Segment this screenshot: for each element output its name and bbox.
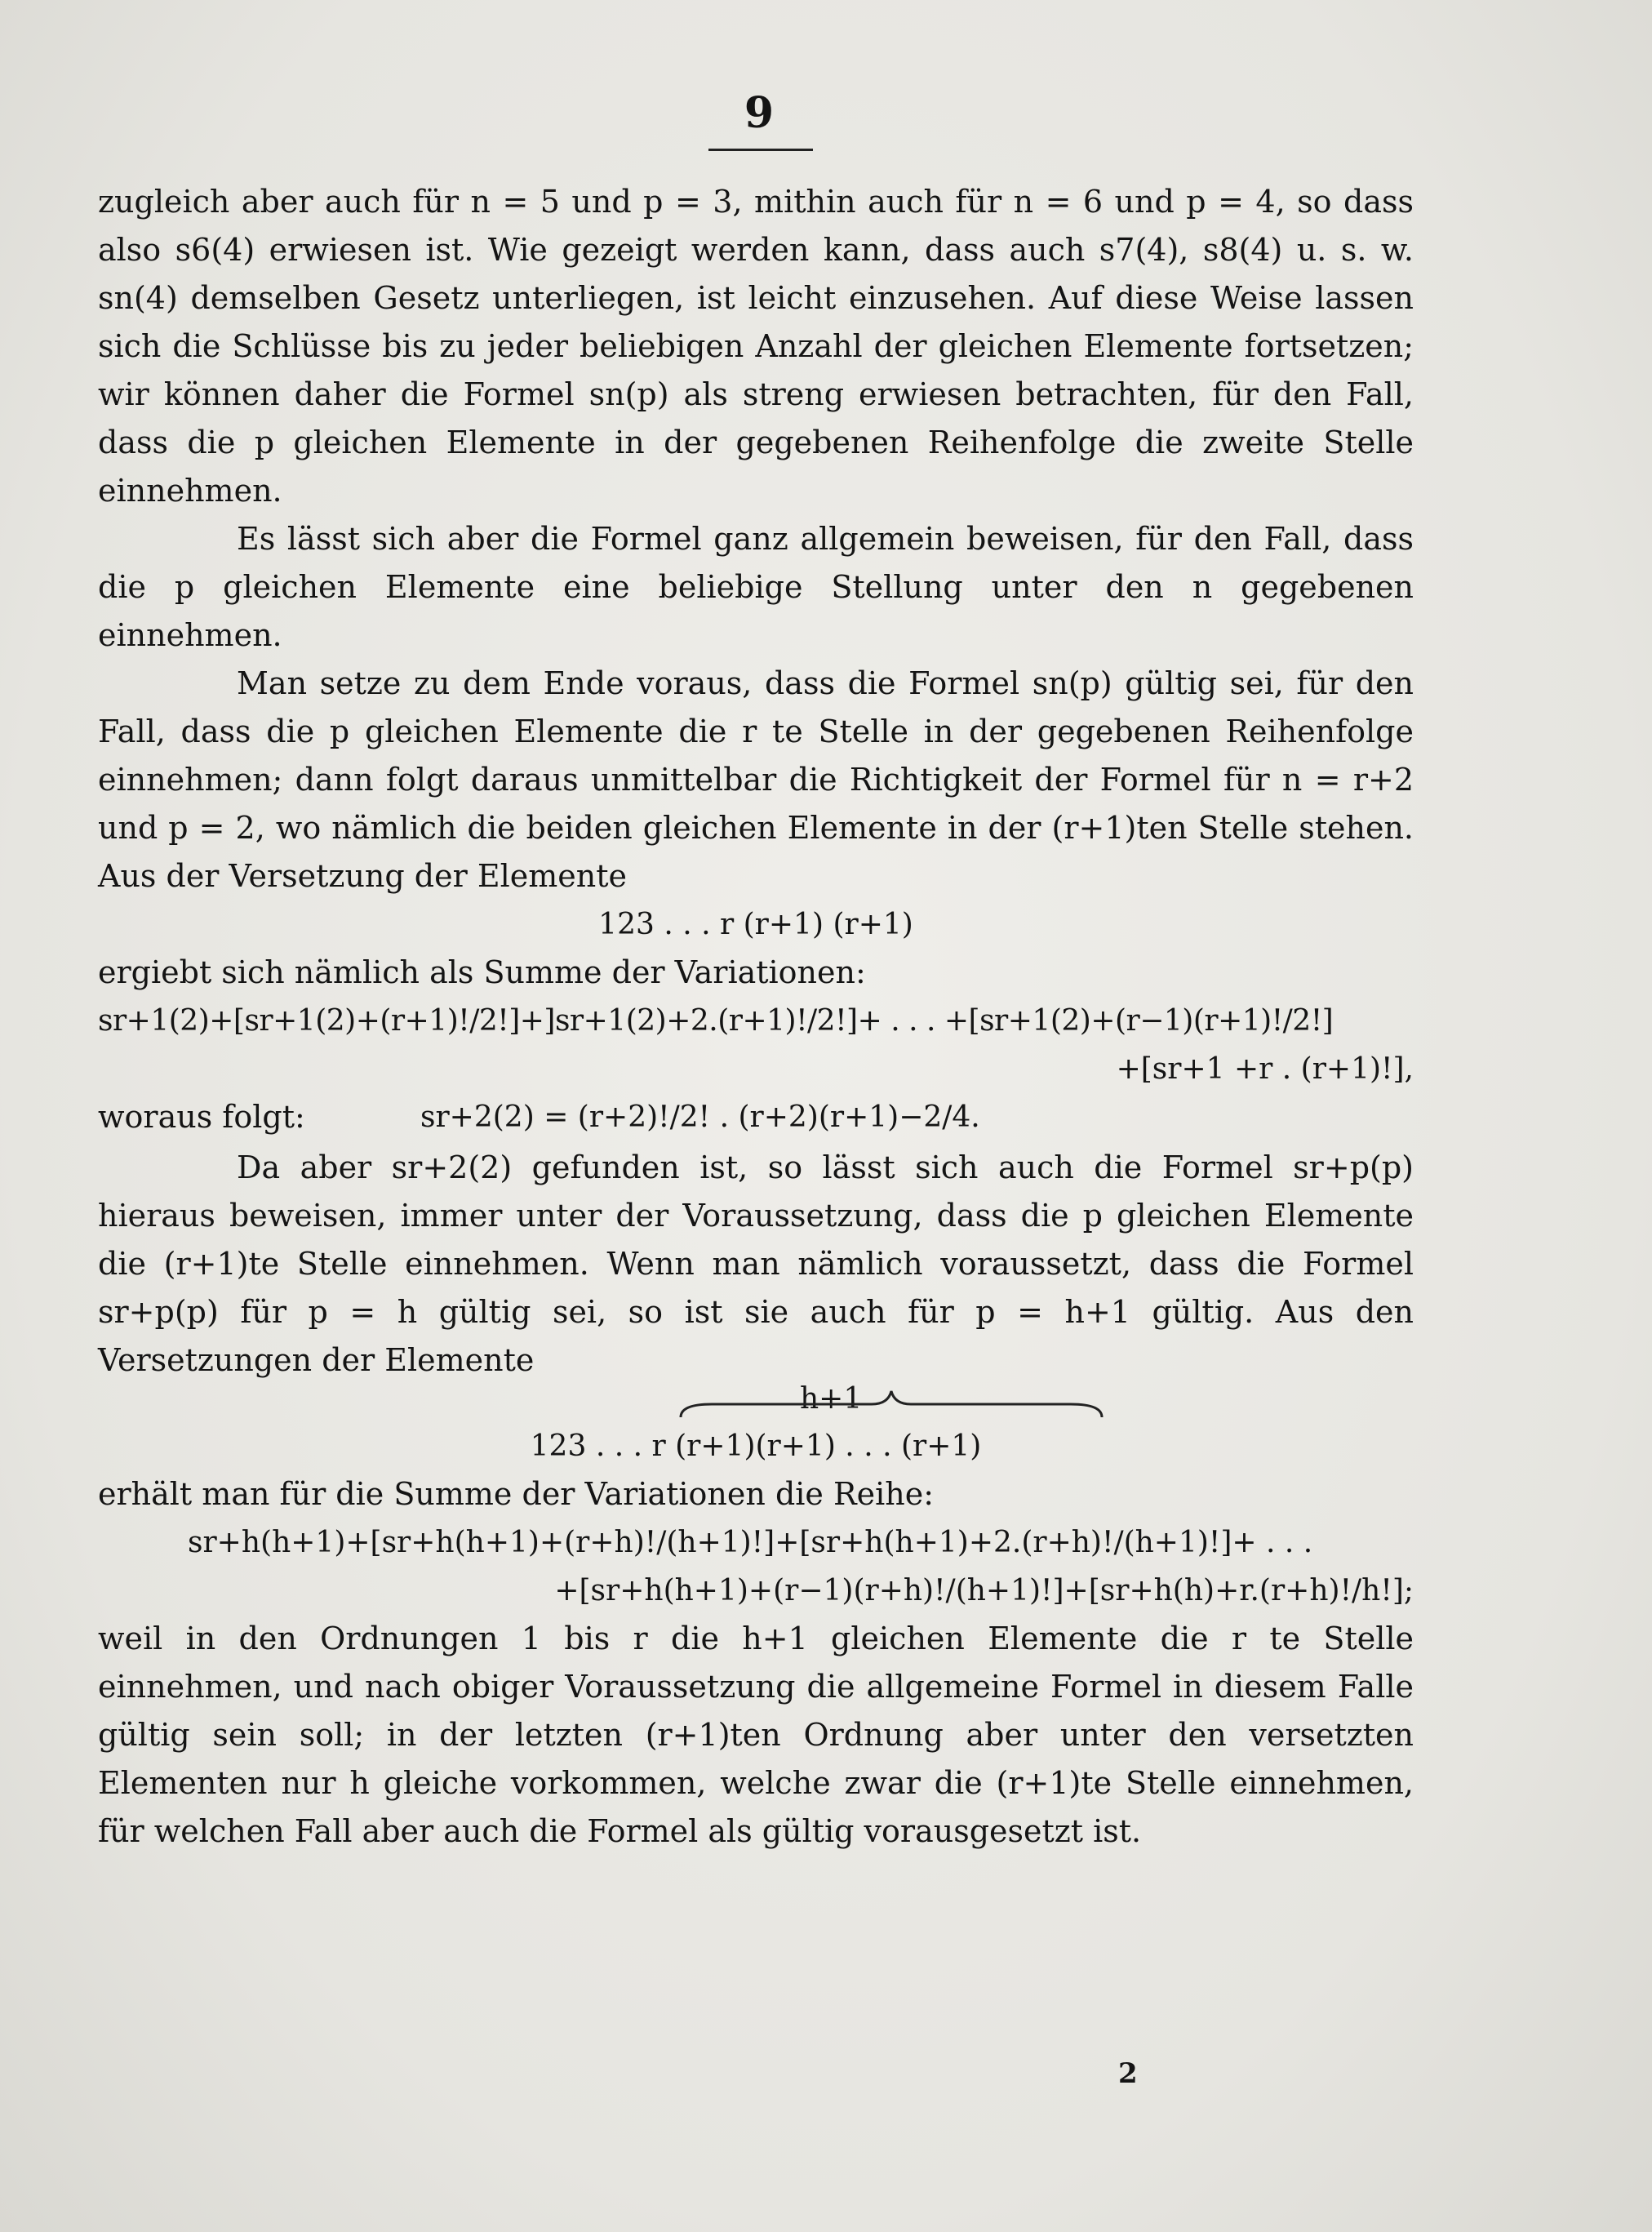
paragraph-5: Da aber sr+2(2) gefunden ist, so lässt sich auch die Formel sr+p(p) hieraus beweisen, immer unter der Voraussetzung, dass die p gleichen Elemente die (r+1)te Stelle einnehmen. Wenn man nämlich voraussetzt, dass die Formel sr+p(p) für p = h gültig sei, so ist sie auch für p = h+1 gültig. Aus den Versetzungen der Elemente xyxy=(98,1149,1414,1378)
formula-variations-1: sr+1(2)+[sr+1(2)+(r+1)!/2!]+]sr+1(2)+2.(r+1)!/2!]+ . . . +[sr+1(2)+(r−1)(r+1)!/2!] xyxy=(98,1004,1334,1038)
page-number-rule xyxy=(708,149,813,151)
signature-mark: 2 xyxy=(1118,2057,1138,2090)
brace-icon xyxy=(679,1388,1104,1419)
body-text xyxy=(98,178,1414,1856)
formula-variations-2: sr+h(h+1)+[sr+h(h+1)+(r+h)!/(h+1)!]+[sr+h(h+1)+2.(r+h)!/(h+1)!]+ . . . xyxy=(188,1526,1313,1559)
paragraph-1: zugleich aber auch für n = 5 und p = 3, mithin auch für n = 6 und p = 4, so dass also s6(4) erwiesen ist. Wie gezeigt werden kann, dass auch s7(4), s8(4) u. s. w. sn(4) demselben Gesetz unterliegen, ist leicht einzusehen. Auf diese Weise lassen sich die Schlüsse bis zu jeder beliebigen Anzahl der gleichen Elemente fortsetzen; wir können daher die Formel sn(p) als streng erwiesen betrachten, für den Fall, dass die p gleichen Elemente in der gegebenen Reihenfolge die zweite Stelle einnehmen. xyxy=(98,184,1414,509)
woraus-folgt-label: woraus folgt: xyxy=(98,1099,305,1135)
paragraph-7: weil in den Ordnungen 1 bis r die h+1 gleichen Elemente die r te Stelle einnehmen, und nach obiger Voraussetzung die allgemeine Formel in diesem Falle gültig sein soll; in der letzten (r+1)ten Ordnung aber unter den versetzten Elementen nur h gleiche vorkommen, welche zwar die (r+1)te Stelle einnehmen, für welchen Fall aber auch die Formel als gültig vorausgesetzt ist. xyxy=(98,1621,1414,1849)
brace-group xyxy=(98,1382,1414,1422)
formula-variations-2-cont: +[sr+h(h+1)+(r−1)(r+h)!/(h+1)!]+[sr+h(h)+r.(r+h)!/h!]; xyxy=(554,1574,1414,1607)
paragraph-6: erhält man für die Summe der Variationen die Reihe: xyxy=(98,1476,935,1512)
paragraph-2: Es lässt sich aber die Formel ganz allgemein beweisen, für den Fall, dass die p gleichen Elemente eine beliebige Stellung unter den n gegebenen einnehmen. xyxy=(98,521,1414,653)
formula-result: sr+2(2) = (r+2)!/2! . (r+2)(r+1)−2/4. xyxy=(420,1100,980,1134)
element-sequence-2: 123 . . . r (r+1)(r+1) . . . (r+1) xyxy=(530,1429,982,1463)
brace-label: h+1 xyxy=(800,1382,863,1416)
paragraph-4: ergiebt sich nämlich als Summe der Variationen: xyxy=(98,954,866,990)
result-line xyxy=(98,1093,1414,1144)
formula-variations-1-cont: +[sr+1 +r . (r+1)!], xyxy=(1116,1052,1414,1086)
page-number: 9 xyxy=(744,88,775,138)
element-sequence-1: 123 . . . r (r+1) (r+1) xyxy=(598,908,913,941)
paragraph-3: Man setze zu dem Ende voraus, dass die Formel sn(p) gültig sei, für den Fall, dass die p gleichen Elemente die r te Stelle in der gegebenen Reihenfolge einnehmen; dann folgt daraus unmittelbar die Richtigkeit der Formel für n = r+2 und p = 2, wo nämlich die beiden gleichen Elemente in der (r+1)ten Stelle stehen. Aus der Versetzung der Elemente xyxy=(98,665,1414,894)
